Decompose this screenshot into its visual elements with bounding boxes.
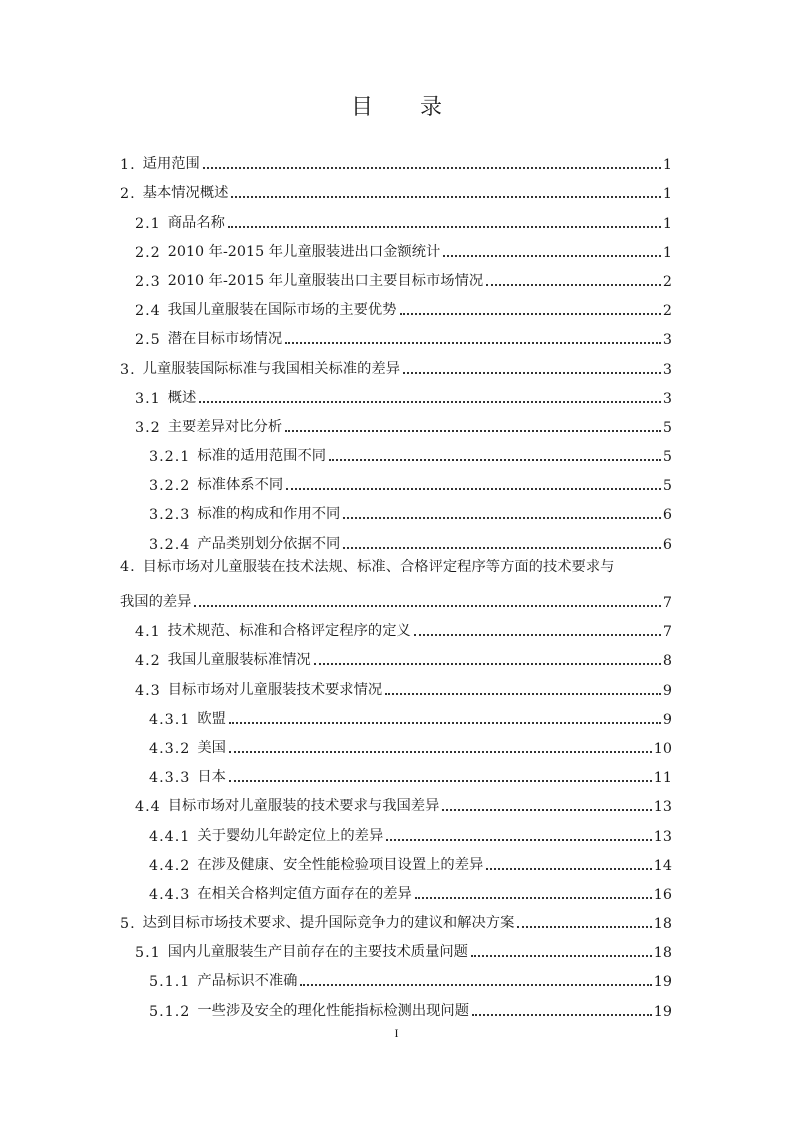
dot-leader	[194, 605, 660, 607]
toc-entry-number: 5.	[120, 916, 136, 933]
dot-leader	[229, 722, 661, 724]
toc-entry-number: 4.4.2	[149, 857, 191, 874]
toc-entry-number: 2.2	[135, 244, 161, 261]
toc-entry[interactable]	[120, 845, 672, 874]
toc-entry-label: 产品标识不准确	[197, 973, 298, 990]
dot-leader	[403, 372, 661, 374]
toc-entry[interactable]	[120, 699, 672, 728]
toc-entry-page: 1	[662, 215, 672, 232]
toc-entry-page: 1	[662, 157, 672, 174]
toc-entry[interactable]	[120, 990, 672, 1019]
dot-leader	[386, 839, 652, 841]
toc-entry[interactable]	[120, 290, 672, 319]
dot-leader	[442, 809, 651, 811]
dot-leader	[229, 751, 652, 753]
toc-entry-number: 3.2.3	[149, 507, 191, 524]
toc-entry-number: 4.4	[135, 799, 161, 816]
toc-entry-label: 商品名称	[167, 214, 225, 231]
toc-entry[interactable]	[120, 232, 672, 261]
toc-entry-number: 5.1.2	[149, 1003, 191, 1020]
toc-entry-number: 2.3	[135, 273, 161, 290]
toc-entry[interactable]	[120, 144, 672, 173]
toc-entry-page: 13	[653, 828, 672, 845]
toc-entry-label: 标准体系不同	[197, 477, 284, 494]
toc-entry-label: 达到目标市场技术要求、提升国际竞争力的建议和解决方案	[142, 915, 515, 932]
toc-entry-number: 3.2.2	[149, 478, 191, 495]
dot-leader	[415, 897, 652, 899]
toc-entry[interactable]	[120, 757, 672, 786]
dot-leader	[329, 459, 661, 461]
toc-entry-label: 主要差异对比分析	[167, 418, 283, 435]
toc-entry-label: 技术规范、标准和合格评定程序的定义	[167, 623, 411, 640]
toc-entry-number: 4.	[120, 558, 136, 575]
toc-entry[interactable]	[120, 611, 672, 640]
toc-entry-number: 5.1	[135, 945, 161, 962]
toc-entry-page: 1	[662, 244, 672, 261]
toc-entry-page: 3	[662, 361, 672, 378]
toc-entry[interactable]	[120, 173, 672, 202]
dot-leader	[228, 226, 661, 228]
toc-entry[interactable]	[120, 407, 672, 436]
toc-entry-label: 概述	[167, 389, 197, 406]
toc-entry-page: 3	[662, 390, 672, 407]
toc-entry-number: 3.2.4	[149, 536, 191, 553]
dot-leader	[199, 401, 661, 403]
toc-entry-label: 在相关合格判定值方面存在的差异	[197, 885, 412, 902]
dot-leader	[286, 488, 661, 490]
page-number-footer: I	[394, 1026, 399, 1040]
toc-entry-page: 2	[662, 273, 672, 290]
toc-entry-label: 潜在目标市场情况	[167, 331, 283, 348]
toc-entry-page: 7	[662, 624, 672, 641]
toc-entry[interactable]	[120, 640, 672, 669]
toc-entry-page: 6	[662, 536, 672, 553]
toc-entry-label: 标准的构成和作用不同	[197, 506, 341, 523]
toc-entry-label: 基本情况概述	[142, 185, 229, 202]
dot-leader	[343, 517, 661, 519]
toc-entry-page: 10	[653, 740, 672, 757]
toc-entry-page: 8	[662, 653, 672, 670]
toc-entry-page: 5	[662, 478, 672, 495]
toc-entry-number: 5.1.1	[149, 974, 191, 991]
toc-entry-page: 16	[653, 886, 672, 903]
toc-entry-number: 4.4.3	[149, 886, 191, 903]
page-title: 目 录	[351, 95, 462, 120]
toc-entry-label-continued: 我国的差异	[120, 594, 192, 610]
toc-entry-number: 3.2.1	[149, 449, 191, 466]
toc-entry-label: 产品类别划分依据不同	[197, 535, 341, 552]
dot-leader	[385, 693, 661, 695]
toc-entry-number: 4.3	[135, 682, 161, 699]
toc-entry[interactable]	[120, 553, 672, 611]
dot-leader	[229, 780, 652, 782]
toc-entry-label: 目标市场对儿童服装的技术要求与我国差异	[167, 798, 440, 815]
toc-entry-page: 14	[653, 857, 672, 874]
toc-entry-page: 3	[662, 332, 672, 349]
toc-entry[interactable]	[120, 903, 672, 932]
toc-entry[interactable]	[120, 728, 672, 757]
toc-entry[interactable]	[120, 874, 672, 903]
toc-entry-label: 关于婴幼儿年龄定位上的差异	[197, 827, 384, 844]
toc-entry-page: 19	[653, 974, 672, 991]
dot-leader	[203, 167, 661, 169]
toc-entry[interactable]	[120, 465, 672, 494]
dot-leader	[443, 255, 661, 257]
dot-leader	[231, 196, 660, 198]
toc-entry[interactable]	[120, 786, 672, 815]
toc-entry-page: 9	[662, 682, 672, 699]
toc-entry-label: 适用范围	[142, 156, 200, 173]
toc-entry-number: 4.3.3	[149, 770, 191, 787]
toc-entry-page: 7	[662, 595, 672, 611]
toc-entry-number: 4.3.2	[149, 740, 191, 757]
toc-entry-label: 儿童服装国际标准与我国相关标准的差异	[142, 360, 400, 377]
toc-entry[interactable]	[120, 494, 672, 523]
toc-entry-number: 3.1	[135, 390, 161, 407]
toc-entry-label: 一些涉及安全的理化性能指标检测出现问题	[197, 1002, 470, 1019]
toc-entry-number: 4.4.1	[149, 828, 191, 845]
toc-entry[interactable]	[120, 202, 672, 231]
toc-entry-page: 11	[653, 770, 672, 787]
toc-entry-page: 5	[662, 419, 672, 436]
toc-entry-label: 标准的适用范围不同	[197, 448, 327, 465]
toc-entry-label: 2010 年-2015 年儿童服装进出口金额统计	[167, 243, 441, 260]
toc-entry-page: 18	[653, 945, 672, 962]
toc-entry-number: 4.2	[135, 653, 161, 670]
dot-leader	[400, 313, 661, 315]
toc-entry[interactable]	[120, 669, 672, 698]
table-of-contents	[120, 144, 672, 1020]
toc-entry-page: 2	[662, 303, 672, 320]
toc-entry[interactable]	[120, 523, 672, 552]
toc-entry-label: 2010 年-2015 年儿童服装出口主要目标市场情况	[167, 272, 484, 289]
toc-entry-label: 我国儿童服装在国际市场的主要优势	[167, 302, 397, 319]
toc-entry-number: 4.3.1	[149, 711, 191, 728]
dot-leader	[486, 868, 651, 870]
toc-entry-label: 目标市场对儿童服装在技术法规、标准、合格评定程序等方面的技术要求与	[142, 558, 615, 575]
toc-entry-page: 19	[653, 1003, 672, 1020]
dot-leader	[285, 342, 661, 344]
toc-entry-number: 1.	[120, 157, 136, 174]
toc-entry-label: 目标市场对儿童服装技术要求情况	[167, 681, 383, 698]
toc-entry[interactable]	[120, 961, 672, 990]
dot-leader	[300, 984, 651, 986]
toc-entry-number: 3.	[120, 361, 136, 378]
toc-entry-page: 9	[662, 711, 672, 728]
toc-entry-number: 3.2	[135, 419, 161, 436]
toc-entry-page: 13	[653, 799, 672, 816]
toc-entry[interactable]	[120, 932, 672, 961]
dot-leader	[285, 430, 661, 432]
toc-entry-number: 2.5	[135, 332, 161, 349]
toc-entry[interactable]	[120, 261, 672, 290]
toc-entry[interactable]	[120, 378, 672, 407]
dot-leader	[517, 926, 651, 928]
toc-entry-number: 2.1	[135, 215, 161, 232]
toc-entry-label: 欧盟	[197, 710, 226, 727]
dot-leader	[486, 284, 661, 286]
dot-leader	[414, 634, 661, 636]
toc-entry-label: 在涉及健康、安全性能检验项目设置上的差异	[197, 856, 484, 873]
toc-entry-number: 2.4	[135, 303, 161, 320]
toc-entry-label: 国内儿童服装生产目前存在的主要技术质量问题	[167, 944, 468, 961]
toc-entry[interactable]	[120, 815, 672, 844]
toc-entry[interactable]	[120, 319, 672, 348]
toc-entry-label: 日本	[197, 769, 226, 786]
dot-leader	[472, 1014, 652, 1016]
toc-entry-page: 18	[653, 916, 672, 933]
toc-entry-page: 5	[662, 449, 672, 466]
toc-entry-number: 2.	[120, 186, 136, 203]
toc-entry-page: 6	[662, 507, 672, 524]
toc-entry-number: 4.1	[135, 624, 161, 641]
toc-entry[interactable]	[120, 436, 672, 465]
toc-entry-label: 美国	[197, 739, 226, 756]
dot-leader	[314, 663, 661, 665]
dot-leader	[471, 955, 652, 957]
dot-leader	[343, 547, 661, 549]
toc-entry-page: 1	[662, 186, 672, 203]
toc-entry[interactable]	[120, 348, 672, 377]
toc-entry-label: 我国儿童服装标准情况	[167, 652, 311, 669]
